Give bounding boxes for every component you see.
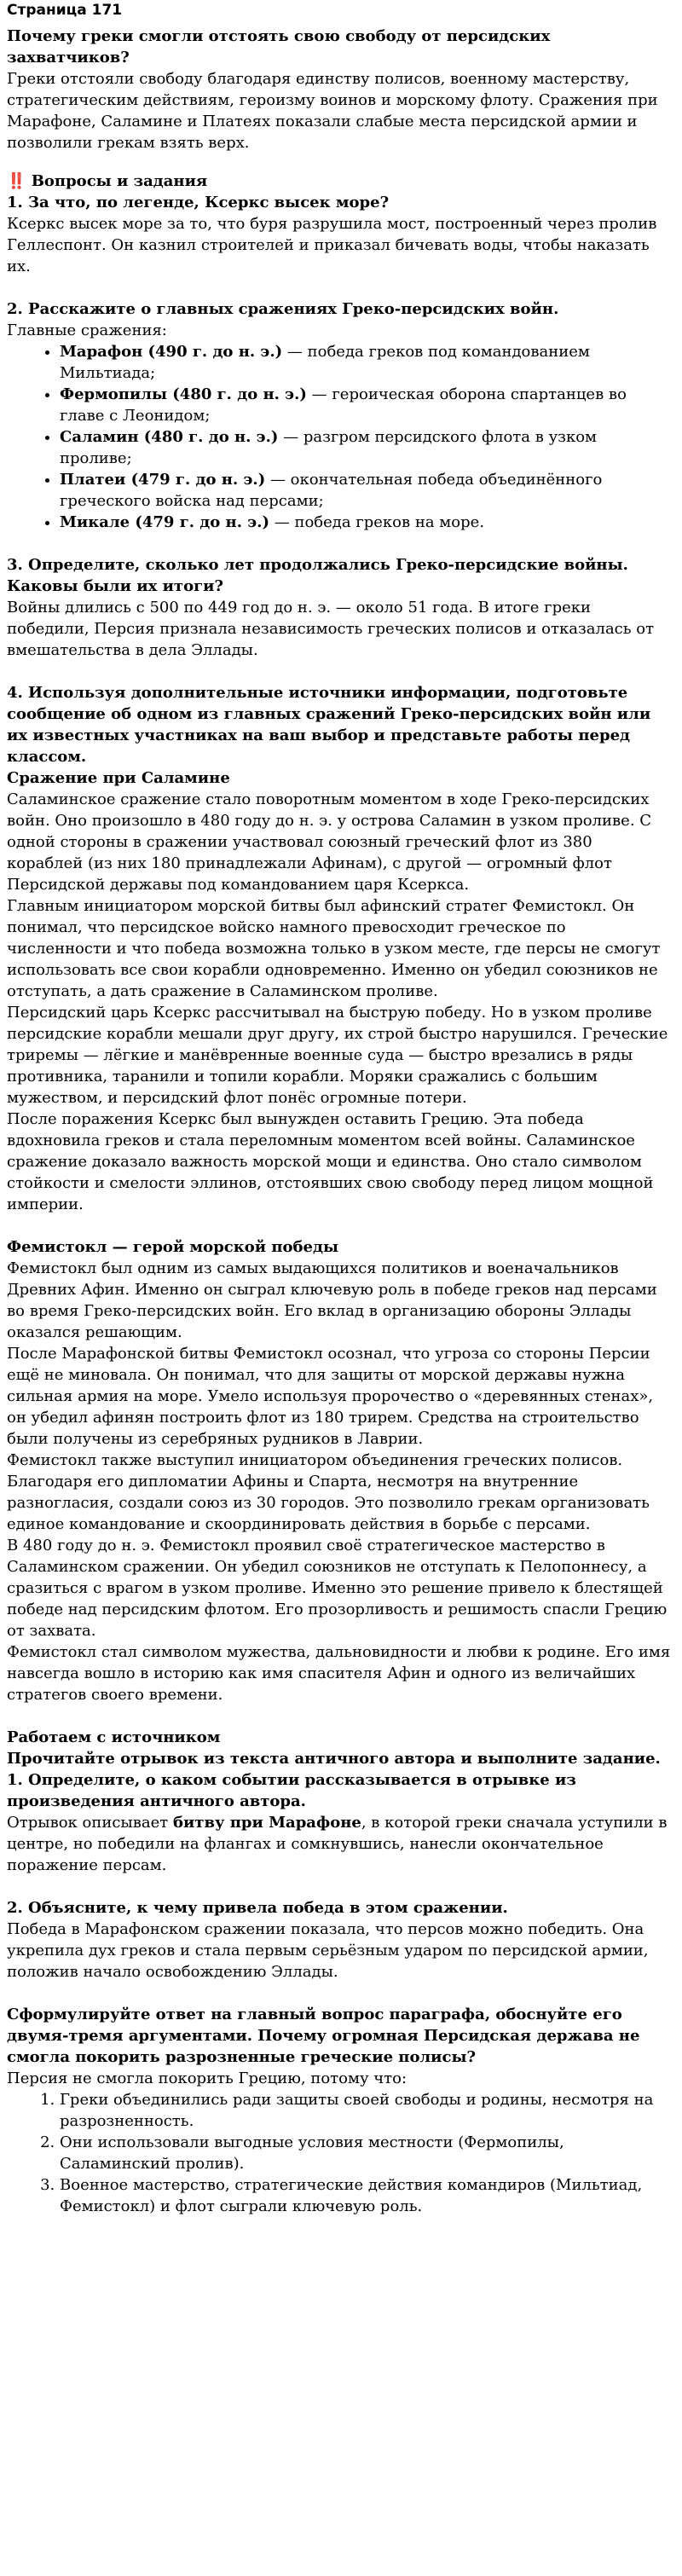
page-header: Страница 171 (7, 2, 123, 19)
q4-question: 4. Используя дополнительные источники информации, подготовьте сообщение об одном из главных сражений Греко-персидских войн или их известных участниках на ваш выбор и представьте работы перед классом. (7, 684, 651, 766)
final-intro: Персия не смогла покорить Грецию, потому что: (7, 2069, 407, 2087)
themistocles-paragraph: После Марафонской битвы Фемистокл осознал, что угроза со стороны Персии ещё не миновала. Он понимал, что для защиты от морской державы нужна сильная армия на море. Умело используя пророчество о «деревянных стенах», он убедил афинян построить флот из 180 трирем. Средства на строительство были получены из серебряных рудников в Лаврии. (7, 1345, 654, 1448)
salamis-paragraph: Персидский царь Ксеркс рассчитывал на быструю победу. Но в узком проливе персидские корабли мешали друг другу, их строй быстро нарушился. Греческие триремы — лёгкие и манёвренные военные суда — быстро врезались в ряды противника, таранили и топили корабли. Моряки сражались с большим мужеством, и персидский флот понёс огромные потери. (7, 1004, 668, 1107)
list-item: • Фермопилы (480 г. до н. э.) — героическая оборона спартанцев во главе с Леонидом; (60, 384, 672, 426)
q2-intro: Главные сражения: (7, 321, 167, 339)
list-item: • Микале (479 г. до н. э.) — победа греков на море. (60, 512, 672, 533)
sources-q1-answer: Отрывок описывает битву при Марафоне, в которой греки сначала уступили в центре, но победили на флангах и сомкнувшись, нанесли окончательное поражение персам. (7, 1814, 668, 1874)
q1-answer: Ксеркс высек море за то, что буря разрушила мост, построенный через пролив Геллеспонт. Он казнил строителей и приказал бичевать воды, чтобы наказать их. (7, 215, 657, 275)
sources-q2-question: 2. Объясните, к чему привела победа в этом сражении. (7, 1899, 508, 1917)
list-item: • Платеи (479 г. до н. э.) — окончательная победа объединённого греческого войска над персами; (60, 469, 672, 512)
sources-instruction: Прочитайте отрывок из текста античного автора и выполните задание. (7, 1750, 661, 1768)
q1-question: 1. За что, по легенде, Ксеркс высек море? (7, 194, 390, 211)
q4-subtitle: Сражение при Саламине (7, 769, 230, 787)
tasks-heading-text: Вопросы и задания (31, 172, 208, 190)
salamis-paragraph: Саламинское сражение стало поворотным моментом в ходе Греко-персидских войн. Оно произошло в 480 году до н. э. у острова Саламин в узком проливе. С одной стороны в сражении участвовал союзный греческий флот из 380 кораблей (из них 180 принадлежали Афинам), с другой — огромный флот Персидской державы под командованием царя Ксеркса. (7, 790, 652, 894)
list-item: 2. Они использовали выгодные условия местности (Фермопилы, Саламинский пролив). (60, 2132, 672, 2174)
q3-question: 3. Определите, сколько лет продолжались Греко-персидские войны. Каковы были их итоги? (7, 556, 628, 595)
list-item: 3. Военное мастерство, стратегические действия командиров (Мильтиад, Фемистокл) и флот сыграли ключевую роль. (60, 2174, 672, 2217)
salamis-paragraph: После поражения Ксеркс был вынужден оставить Грецию. Эта победа вдохновила греков и стала переломным моментом всей войны. Саламинское сражение доказало важность морской мощи и единства. Оно стало символом стойкости и смелости эллинов, отстоявших свою свободу перед лицом мощной империи. (7, 1110, 654, 1213)
salamis-paragraph: Главным инициатором морской битвы был афинский стратег Фемистокл. Он понимал, что персидское войско намного превосходит греческое по численности и что победа возможна только в узком месте, где персы не смогут использовать все свои корабли одновременно. Именно он убедил союзников не отступать, а дать сражение в Саламинском проливе. (7, 897, 661, 1000)
double-exclamation-icon: ‼️ (7, 172, 26, 190)
battles-list (7, 341, 672, 533)
intro-question: Почему греки смогли отстоять свою свободу от персидских захватчиков? (7, 27, 551, 67)
reasons-list (7, 2089, 672, 2217)
sources-q2-answer: Победа в Марафонском сражении показала, что персов можно победить. Она укрепила дух греков и стала первым серьёзным ударом по персидской армии, положив начало освобождению Эллады. (7, 1920, 649, 1981)
intro-answer: Греки отстояли свободу благодаря единству полисов, военному мастерству, стратегическим действиям, героизму воинов и морскому флоту. Сражения при Марафоне, Саламине и Платеях показали слабые места персидской армии и позволили грекам взять верх. (7, 70, 658, 152)
tasks-heading (7, 171, 672, 192)
list-item: • Саламин (480 г. до н. э.) — разгром персидского флота в узком проливе; (60, 426, 672, 469)
sources-heading: Работаем с источником (7, 1728, 221, 1746)
list-item: 1. Греки объединились ради защиты своей свободы и родины, несмотря на разрозненность. (60, 2089, 672, 2132)
themistocles-paragraph: Фемистокл был одним из самых выдающихся политиков и военачальников Древних Афин. Именно он сыграл ключевую роль в победе греков над персами во время Греко-персидских войн. Его вклад в организацию обороны Эллады оказался решающим. (7, 1259, 657, 1341)
list-item: • Марафон (490 г. до н. э.) — победа греков под командованием Мильтиада; (60, 341, 672, 384)
q3-answer: Войны длились с 500 по 449 год до н. э. — около 51 года. В итоге греки победили, Персия признала независимость греческих полисов и отказалась от вмешательства в дела Эллады. (7, 599, 655, 659)
themistocles-title: Фемистокл — герой морской победы (7, 1238, 339, 1256)
final-question: Сформулируйте ответ на главный вопрос параграфа, обоснуйте его двумя-тремя аргументами. Почему огромная Персидская держава не смогла покорить разрозненные греческие полисы? (7, 2006, 640, 2066)
sources-q1-question: 1. Определите, о каком событии рассказывается в отрывке из произведения античного автора. (7, 1771, 576, 1810)
content (7, 26, 672, 2217)
themistocles-paragraph: Фемистокл также выступил инициатором объединения греческих полисов. Благодаря его дипломатии Афины и Спарта, несмотря на внутренние разногласия, создали союз из 30 городов. Это позволило грекам организовать единое командование и скоординировать действия в борьбе с персами. (7, 1451, 650, 1533)
q2-question: 2. Расскажите о главных сражениях Греко-персидских войн. (7, 300, 559, 318)
themistocles-paragraph: Фемистокл стал символом мужества, дальновидности и любви к родине. Его имя навсегда вошло в историю как имя спасителя Афин и одного из величайших стратегов своего времени. (7, 1643, 671, 1704)
themistocles-paragraph: В 480 году до н. э. Фемистокл проявил своё стратегическое мастерство в Саламинском сражении. Он убедил союзников не отступать к Пелопоннесу, а сразиться с врагом в узком проливе. Именно это решение привело к блестящей победе над персидским флотом. Его прозорливость и решимость спасли Грецию от захвата. (7, 1537, 668, 1640)
